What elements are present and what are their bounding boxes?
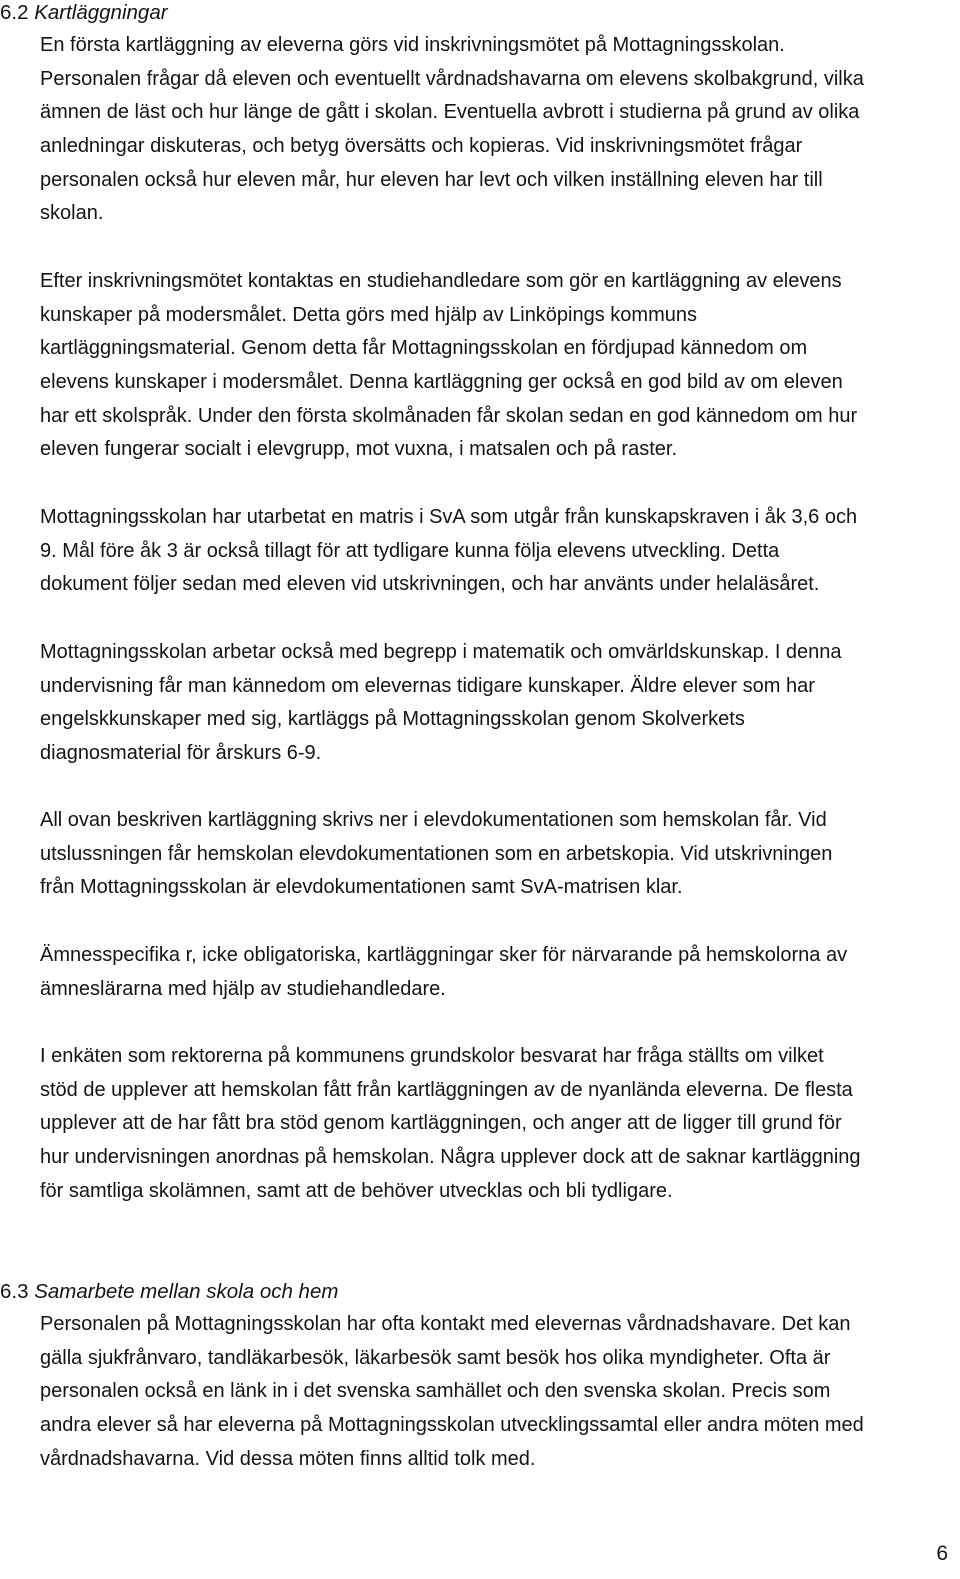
paragraph-home-cooperation bbox=[40, 1308, 864, 1476]
text-line: elevens kunskaper i modersmålet. Denna kartläggning ger också en god bild av om eleven bbox=[40, 371, 843, 394]
text-line: vårdnadshavarna. Vid dessa möten finns alltid tolk med. bbox=[40, 1447, 536, 1470]
text-line: upplever att de har fått bra stöd genom kartläggningen, och anger att de ligger till grund för bbox=[40, 1112, 842, 1135]
page-number: 6 bbox=[936, 1542, 948, 1565]
text-line: Ämnesspecifika r, icke obligatoriska, kartläggningar sker för närvarande på hemskolorna av bbox=[40, 944, 848, 966]
text-line: eleven fungerar socialt i elevgrupp, mot vuxna, i matsalen och på raster. bbox=[40, 438, 678, 461]
text-line: för samtliga skolämnen, samt att de behöver utvecklas och bli tydligare. bbox=[40, 1179, 673, 1202]
text-line: I enkäten som rektorerna på kommunens grundskolor besvarat har fråga ställts om vilket bbox=[40, 1045, 824, 1067]
text-line: Personalen på Mottagningsskolan har ofta kontakt med elevernas vårdnadshavare. Det kan bbox=[40, 1313, 851, 1335]
paragraph-math-concepts bbox=[40, 636, 842, 771]
paragraph-subject-mapping bbox=[40, 939, 847, 1006]
text-line: från Mottagningsskolan är elevdokumentationen samt SvA-matrisen klar. bbox=[40, 876, 683, 899]
paragraph-mother-tongue-mapping bbox=[40, 265, 857, 467]
text-line: Efter inskrivningsmötet kontaktas en studiehandledare som gör en kartläggning av elevens bbox=[40, 270, 842, 292]
paragraph-sva-matrix bbox=[40, 501, 857, 602]
text-line: dokument följer sedan med eleven vid utskrivningen, och har använts under helaläsåret. bbox=[40, 573, 820, 596]
text-line: kartläggningsmaterial. Genom detta får Mottagningsskolan en fördjupad kännedom om bbox=[40, 337, 808, 360]
section-number: 6.3 bbox=[0, 1280, 29, 1303]
text-line: Mottagningsskolan har utarbetat en matris i SvA som utgår från kunskapskraven i åk 3,6 och bbox=[40, 506, 858, 528]
text-line: Mottagningsskolan arbetar också med begrepp i matematik och omvärldskunskap. I denna bbox=[40, 641, 842, 663]
text-line: Personalen frågar då eleven och eventuellt vårdnadshavarna om elevens skolbakgrund, vilka bbox=[40, 67, 864, 90]
text-line: kunskaper på modersmålet. Detta görs med hjälp av Linköpings kommuns bbox=[40, 303, 697, 326]
section-heading-samarbete bbox=[0, 1280, 338, 1304]
text-line: All ovan beskriven kartläggning skrivs ner i elevdokumentationen som hemskolan får. Vid bbox=[40, 809, 827, 831]
text-line: personalen också en länk in i det svenska samhället och den svenska skolan. Precis som bbox=[40, 1380, 831, 1403]
text-line: hur undervisningen anordnas på hemskolan. Några upplever dock att de saknar kartläggning bbox=[40, 1146, 861, 1169]
text-line: skolan. bbox=[40, 202, 104, 225]
section-title: Kartläggningar bbox=[34, 1, 168, 24]
text-line: gälla sjukfrånvaro, tandläkarbesök, läkarbesök samt besök hos olika myndigheter. Ofta är bbox=[40, 1346, 831, 1369]
section-heading-kartlaggningar bbox=[0, 1, 168, 25]
text-line: stöd de upplever att hemskolan fått från kartläggningen av de nyanlända eleverna. De flesta bbox=[40, 1078, 853, 1101]
text-line: andra elever så har eleverna på Mottagningsskolan utvecklingssamtal eller andra möten med bbox=[40, 1414, 864, 1437]
text-line: diagnosmaterial för årskurs 6-9. bbox=[40, 742, 322, 765]
text-line: anledningar diskuteras, och betyg översätts och kopieras. Vid inskrivningsmötet frågar bbox=[40, 135, 803, 158]
paragraph-survey bbox=[40, 1040, 861, 1208]
text-line: har ett skolspråk. Under den första skolmånaden får skolan sedan en god kännedom om hur bbox=[40, 404, 858, 427]
section-number: 6.2 bbox=[0, 1, 29, 24]
text-line: engelskkunskaper med sig, kartläggs på Mottagningsskolan genom Skolverkets bbox=[40, 708, 745, 731]
text-line: ämneslärarna med hjälp av studiehandledare. bbox=[40, 977, 446, 1000]
text-line: undervisning får man kännedom om elevernas tidigare kunskaper. Äldre elever som har bbox=[40, 674, 815, 697]
text-line: ämnen de läst och hur länge de gått i skolan. Eventuella avbrott i studierna på grund av olika bbox=[40, 101, 860, 124]
text-line: En första kartläggning av eleverna görs vid inskrivningsmötet på Mottagningsskolan. bbox=[40, 34, 785, 56]
paragraph-first-mapping bbox=[40, 29, 864, 231]
paragraph-documentation bbox=[40, 804, 832, 905]
text-line: 9. Mål före åk 3 är också tillagt för att tydligare kunna följa elevens utveckling. Detta bbox=[40, 539, 780, 562]
section-title: Samarbete mellan skola och hem bbox=[34, 1280, 339, 1303]
text-line: personalen också hur eleven mår, hur eleven har levt och vilken inställning eleven har till bbox=[40, 168, 823, 191]
text-line: utslussningen får hemskolan elevdokumentationen som en arbetskopia. Vid utskrivningen bbox=[40, 842, 833, 865]
